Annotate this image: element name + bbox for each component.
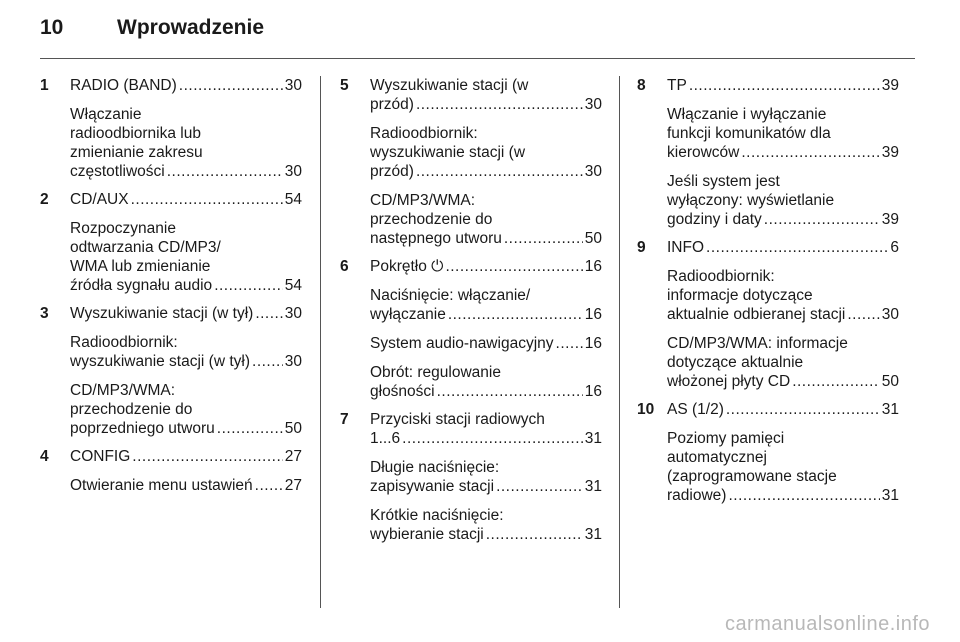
toc-subentry: [70, 333, 302, 371]
toc-leader-line: [70, 476, 302, 495]
toc-page-ref: 39: [881, 77, 899, 94]
toc-subentry: [70, 381, 302, 438]
toc-text-line: Długie naciśnięcie:: [370, 459, 500, 476]
toc-column-2: [340, 76, 602, 544]
toc-page-ref: 31: [584, 430, 602, 447]
column-divider: [619, 76, 620, 608]
dot-leader: [255, 304, 282, 323]
toc-leader-line: [370, 305, 602, 324]
toc-leader-line: [667, 76, 899, 95]
toc-text: wyszukiwanie stacji (w tył): [70, 353, 251, 370]
toc-leader-line: [70, 352, 302, 371]
toc-page-ref: 31: [881, 401, 899, 418]
toc-column-3: [637, 76, 899, 505]
toc-text: Wyszukiwanie stacji (w tył): [70, 305, 254, 322]
toc-text-line: funkcji komunikatów dla: [667, 125, 831, 142]
toc-leader-line: [667, 486, 899, 505]
toc-text: wybieranie stacji: [370, 526, 484, 543]
dot-leader: [402, 429, 583, 448]
toc-leader-line: [370, 382, 602, 401]
toc-subentry: [667, 172, 899, 229]
toc-page-ref: 39: [881, 144, 899, 161]
toc-page-ref: 27: [284, 477, 302, 494]
toc-subentry: [667, 105, 899, 162]
toc-page-ref: 27: [284, 448, 302, 465]
dot-leader: [556, 334, 583, 353]
toc-text: wyłączanie: [370, 306, 446, 323]
toc-text-line: Rozpoczynanie: [70, 220, 176, 237]
toc-page-ref: 16: [584, 258, 602, 275]
toc-page-ref: 30: [284, 163, 302, 180]
toc-page-ref: 30: [584, 163, 602, 180]
toc-leader-line: [667, 238, 899, 257]
toc-leader-line: [370, 162, 602, 181]
dot-leader: [167, 162, 283, 181]
toc-text-line: automatycznej: [667, 449, 767, 466]
toc-text: zapisywanie stacji: [370, 478, 495, 495]
dot-leader: [416, 95, 583, 114]
toc-page-ref: 31: [881, 487, 899, 504]
toc-leader-line: [370, 229, 602, 248]
toc-leader-line: [370, 257, 602, 276]
toc-page-ref: 50: [284, 420, 302, 437]
toc-text-line: Włączanie i wyłączanie: [667, 106, 827, 123]
toc-leader-line: [70, 190, 302, 209]
toc-text-line: CD/MP3/WMA:: [70, 382, 176, 399]
toc-text-line: informacje dotyczące: [667, 287, 813, 304]
dot-leader: [689, 76, 880, 95]
toc-text: przód): [370, 163, 414, 180]
toc-text: godziny i daty: [667, 211, 762, 228]
toc-entry: [40, 447, 302, 495]
dot-leader: [847, 305, 879, 324]
toc-text: radiowe): [667, 487, 727, 504]
toc-text-line: Jeśli system jest: [667, 173, 780, 190]
dot-leader: [792, 372, 880, 391]
toc-leader-line: [70, 162, 302, 181]
header-rule: [40, 58, 915, 59]
toc-leader-line: [70, 304, 302, 323]
toc-leader-line: [370, 95, 602, 114]
toc-page-ref: 30: [881, 306, 899, 323]
toc-subentry: [70, 219, 302, 295]
toc-leader-line: [70, 76, 302, 95]
toc-leader-line: [370, 525, 602, 544]
entry-number: 2: [40, 191, 49, 208]
toc-leader-line: [370, 477, 602, 496]
dot-leader: [252, 352, 283, 371]
dot-leader: [728, 486, 879, 505]
toc-entry: [637, 76, 899, 229]
entry-number: 8: [637, 77, 646, 94]
toc-page-ref: 30: [584, 96, 602, 113]
dot-leader: [437, 382, 583, 401]
entry-number: 5: [340, 77, 349, 94]
toc-leader-line: [667, 143, 899, 162]
toc-subentry: [70, 476, 302, 495]
toc-leader-line: [667, 210, 899, 229]
toc-page-ref: 30: [284, 353, 302, 370]
toc-text-line: wyłączony: wyświetlanie: [667, 192, 835, 209]
entry-number: 3: [40, 305, 49, 322]
dot-leader: [445, 257, 582, 276]
entry-number: 1: [40, 77, 49, 94]
toc-page-ref: 6: [890, 239, 899, 256]
toc-text: RADIO (BAND): [70, 77, 177, 94]
dot-leader: [448, 305, 583, 324]
toc-page-ref: 54: [284, 191, 302, 208]
toc-text: kierowców: [667, 144, 740, 161]
toc-entry: [40, 304, 302, 438]
toc-page-ref: 54: [284, 277, 302, 294]
toc-leader-line: [70, 419, 302, 438]
dot-leader: [486, 525, 583, 544]
toc-subentry: [370, 506, 602, 544]
toc-entry: [40, 190, 302, 295]
toc-text: głośności: [370, 383, 435, 400]
toc-subentry: [370, 286, 602, 324]
toc-text: Pokrętło ⏻: [370, 258, 444, 275]
toc-leader-line: [667, 305, 899, 324]
toc-text: INFO: [667, 239, 705, 256]
entry-number: 6: [340, 258, 349, 275]
entry-number: 7: [340, 411, 349, 428]
toc-entry: [340, 257, 602, 401]
toc-text-line: Poziomy pamięci: [667, 430, 785, 447]
dot-leader: [179, 76, 283, 95]
toc-page-ref: 16: [584, 306, 602, 323]
dot-leader: [255, 476, 283, 495]
toc-text: poprzedniego utworu: [70, 420, 215, 437]
toc-text-line: radioodbiornika lub: [70, 125, 201, 142]
toc-subentry: [70, 105, 302, 181]
dot-leader: [741, 143, 879, 162]
toc-page-ref: 39: [881, 211, 899, 228]
dot-leader: [217, 419, 283, 438]
page-number: 10: [40, 16, 64, 39]
toc-page-ref: 16: [584, 335, 602, 352]
dot-leader: [416, 162, 583, 181]
toc-text: TP: [667, 77, 687, 94]
toc-entry: [637, 238, 899, 391]
dot-leader: [726, 400, 880, 419]
toc-text-line: Radioodbiornik:: [70, 334, 178, 351]
dot-leader: [764, 210, 880, 229]
toc-text-line: Wyszukiwanie stacji (w: [370, 77, 529, 94]
dot-leader: [132, 447, 282, 466]
toc-entry: [637, 400, 899, 505]
entry-number: 10: [637, 401, 655, 418]
toc-subentry: [370, 334, 602, 353]
toc-leader-line: [370, 334, 602, 353]
toc-leader-line: [70, 447, 302, 466]
toc-text-line: Radioodbiornik:: [667, 268, 775, 285]
toc-text: CONFIG: [70, 448, 131, 465]
toc-text: aktualnie odbieranej stacji: [667, 306, 846, 323]
toc-leader-line: [370, 429, 602, 448]
toc-page-ref: 50: [881, 373, 899, 390]
toc-text-line: zmienianie zakresu: [70, 144, 203, 161]
toc-text-line: przechodzenie do: [370, 211, 493, 228]
toc-text: włożonej płyty CD: [667, 373, 791, 390]
dot-leader: [496, 477, 583, 496]
toc-subentry: [370, 191, 602, 248]
toc-subentry: [667, 267, 899, 324]
watermark: carmanualsonline.info: [724, 613, 930, 635]
toc-page-ref: 50: [584, 230, 602, 247]
toc-column-1: [40, 76, 302, 495]
toc-text-line: Naciśnięcie: włączanie/: [370, 287, 531, 304]
chapter-title: Wprowadzenie: [117, 16, 265, 39]
toc-entry: [340, 410, 602, 544]
toc-subentry: [667, 334, 899, 391]
toc-page-ref: 30: [284, 77, 302, 94]
toc-subentry: [370, 124, 602, 181]
toc-entry: [340, 76, 602, 248]
toc-text: następnego utworu: [370, 230, 502, 247]
toc-text: częstotliwości: [70, 163, 165, 180]
toc-page-ref: 31: [584, 526, 602, 543]
toc-page-ref: 30: [284, 305, 302, 322]
toc-text-line: przechodzenie do: [70, 401, 193, 418]
dot-leader: [504, 229, 583, 248]
toc-text: CD/AUX: [70, 191, 129, 208]
toc-text-line: Radioodbiornik:: [370, 125, 478, 142]
toc-subentry: [370, 363, 602, 401]
entry-number: 9: [637, 239, 646, 256]
toc-text-line: CD/MP3/WMA: informacje: [667, 335, 848, 352]
toc-leader-line: [667, 400, 899, 419]
toc-text-line: wyszukiwanie stacji (w: [370, 144, 526, 161]
toc-page-ref: 16: [584, 383, 602, 400]
toc-text-line: WMA lub zmienianie: [70, 258, 211, 275]
toc-text: źródła sygnału audio: [70, 277, 213, 294]
toc-leader-line: [667, 372, 899, 391]
toc-subentry: [370, 458, 602, 496]
entry-number: 4: [40, 448, 49, 465]
dot-leader: [706, 238, 888, 257]
toc-text-line: Obrót: regulowanie: [370, 364, 501, 381]
toc-text-line: odtwarzania CD/MP3/: [70, 239, 221, 256]
toc-text: 1...6: [370, 430, 401, 447]
toc-text-line: Krótkie naciśnięcie:: [370, 507, 504, 524]
toc-page-ref: 31: [584, 478, 602, 495]
toc-text: Otwieranie menu ustawień: [70, 477, 253, 494]
dot-leader: [131, 190, 283, 209]
toc-leader-line: [70, 276, 302, 295]
toc-entry: [40, 76, 302, 181]
toc-text-line: (zaprogramowane stacje: [667, 468, 837, 485]
toc-text-line: dotyczące aktualnie: [667, 354, 804, 371]
toc-text-line: Przyciski stacji radiowych: [370, 411, 545, 428]
column-divider: [320, 76, 321, 608]
dot-leader: [214, 276, 283, 295]
toc-text-line: Włączanie: [70, 106, 142, 123]
toc-text: System audio-nawigacyjny: [370, 335, 554, 352]
toc-text: AS (1/2): [667, 401, 724, 418]
toc-text-line: CD/MP3/WMA:: [370, 192, 476, 209]
toc-subentry: [667, 429, 899, 505]
toc-text: przód): [370, 96, 414, 113]
